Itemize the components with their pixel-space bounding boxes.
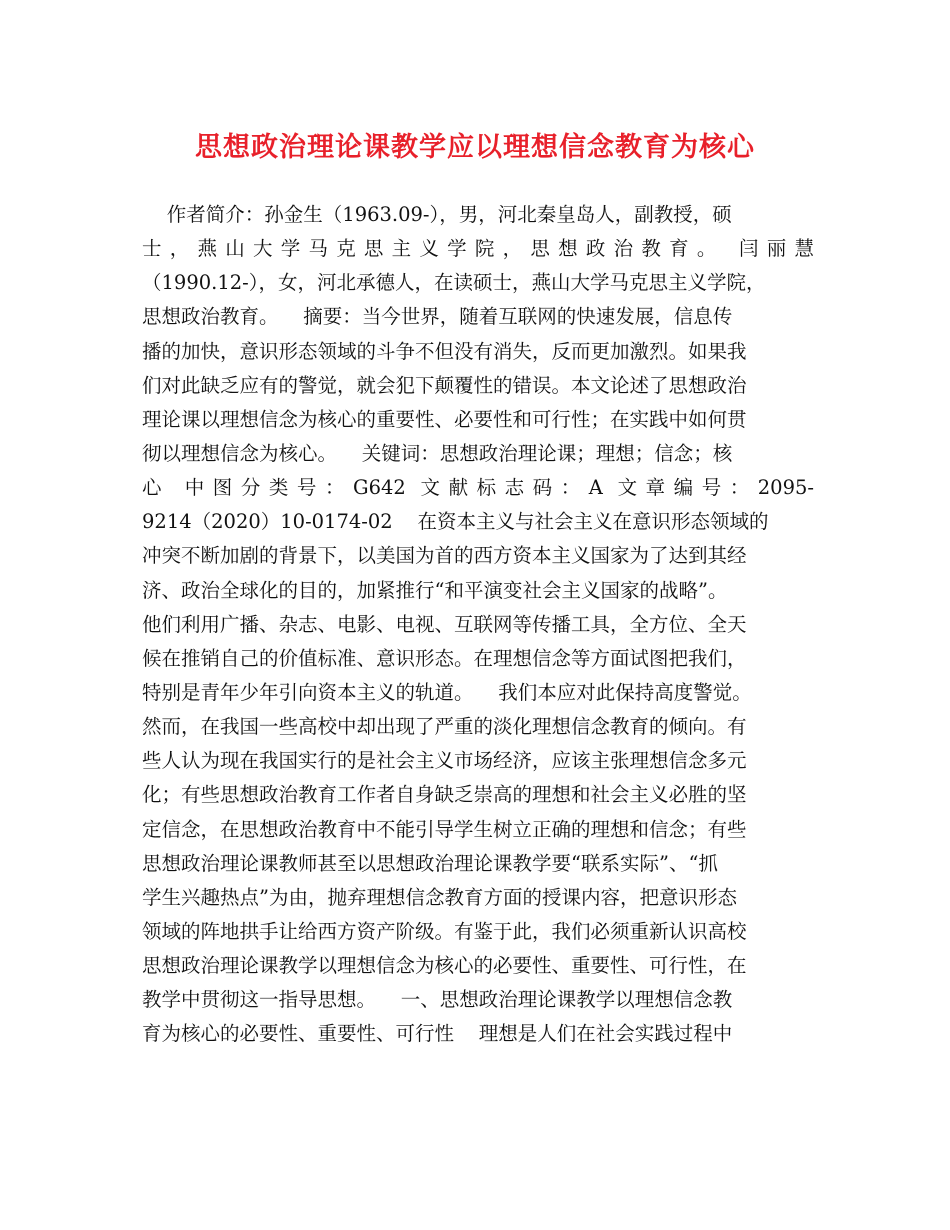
text-line: 定信念，在思想政治教育中不能引导学生树立正确的理想和信念；有些 [142, 817, 747, 841]
text-line: 特别是青年少年引向资本主义的轨道。 我们本应对此保持高度警觉。 [142, 680, 752, 704]
text-line: 教学中贯彻这一指导思想。 一、思想政治理论课教学以理想信念教 [142, 988, 733, 1012]
text-line: 们对此缺乏应有的警觉，就会犯下颠覆性的错误。本文论述了思想政治 [142, 373, 747, 397]
text-line: 学生兴趣热点”为由，抛弃理想信念教育方面的授课内容，把意识形态 [142, 885, 737, 909]
text-line: 思想政治理论课教学以理想信念为核心的必要性、重要性、可行性，在 [142, 954, 747, 978]
page-title: 思想政治理论课教学应以理想信念教育为核心 [195, 132, 755, 163]
text-line: 士，燕山大学马克思主义学院，思想政治教育。 闫丽慧 [142, 237, 814, 261]
text-line: 彻以理想信念为核心。 关键词：思想政治理论课；理想；信念；核 [142, 441, 733, 465]
text-line: 作者简介：孙金生（1963.09-），男，河北秦皇岛人，副教授，硕 [142, 203, 732, 226]
text-line: 播的加快，意识形态领域的斗争不但没有消失，反而更加激烈。如果我 [142, 339, 747, 363]
text-line: 候在推销自己的价值标准、意识形态。在理想信念等方面试图把我们， [142, 646, 747, 670]
text-line: 些人认为现在我国实行的是社会主义市场经济，应该主张理想信念多元 [142, 749, 747, 773]
text-line: 济、政治全球化的目的，加紧推行“和平演变社会主义国家的战略”。 [142, 578, 728, 602]
text-line: 他们利用广播、杂志、电影、电视、互联网等传播工具，全方位、全天 [142, 612, 747, 636]
text-line: 然而，在我国一些高校中却出现了严重的淡化理想信念教育的倾向。有 [142, 715, 747, 739]
text-line: 思想政治教育。 摘要：当今世界，随着互联网的快速发展，信息传 [142, 305, 733, 329]
text-line: 育为核心的必要性、重要性、可行性 理想是人们在社会实践过程中 [142, 1022, 733, 1046]
text-line: 心 中图分类号：G642 文献标志码：A 文章编号：2095- [142, 476, 814, 500]
text-line: 冲突不断加剧的背景下，以美国为首的西方资本主义国家为了达到其经 [142, 544, 747, 568]
text-line: 思想政治理论课教师甚至以思想政治理论课教学要“联系实际”、“抓 [142, 851, 718, 875]
text-line: 理论课以理想信念为核心的重要性、必要性和可行性；在实践中如何贯 [142, 407, 747, 431]
text-line: 领域的阵地拱手让给西方资产阶级。有鉴于此，我们必须重新认识高校 [142, 919, 747, 943]
text-line: （1990.12-），女，河北承德人，在读硕士，燕山大学马克思主义学院， [142, 271, 766, 295]
text-line: 9214（2020）10-0174-02 在资本主义与社会主义在意识形态领域的 [142, 510, 769, 534]
text-line: 化；有些思想政治教育工作者自身缺乏崇高的理想和社会主义必胜的坚 [142, 783, 747, 807]
body-text [142, 198, 814, 1052]
